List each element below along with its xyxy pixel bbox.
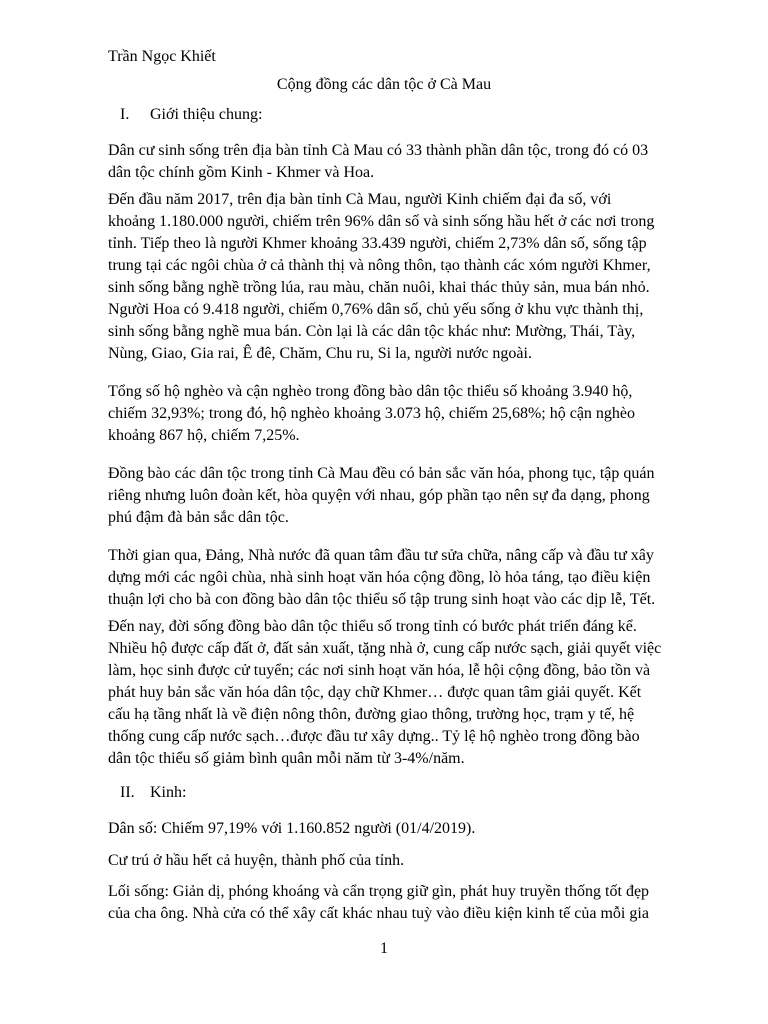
section-heading-intro (108, 104, 262, 126)
text-line: thuận lợi cho bà con đồng bào dân tộc thiểu số tập trung sinh hoạt vào các dịp lễ, Tết. (108, 591, 656, 608)
text-line: Đồng bào các dân tộc trong tỉnh Cà Mau đều có bản sắc văn hóa, phong tục, tập quán (108, 465, 655, 482)
text-line: dân tộc chính gồm Kinh - Khmer và Hoa. (108, 164, 375, 181)
page-number: 1 (380, 940, 388, 957)
text-line: tỉnh. Tiếp theo là người Khmer khoảng 33.439 người, chiếm 2,73% dân số, sống tập (108, 235, 647, 252)
text-line: Nùng, Giao, Gia rai, Ê đê, Chăm, Chu ru, Si la, người nước ngoài. (108, 345, 532, 362)
text-line: phú đậm đà bản sắc dân tộc. (108, 509, 289, 526)
text-line: trung tại các ngôi chùa ở cả thành thị và nông thôn, tạo thành các xóm người Khmer, (108, 257, 651, 274)
section-number: I. (120, 106, 130, 123)
paragraph-investment (108, 545, 728, 611)
text-line: phát huy bản sắc văn hóa dân tộc, dạy chữ Khmer… được quan tâm giải quyết. Kết (108, 684, 642, 701)
text-line: Thời gian qua, Đảng, Nhà nước đã quan tâm đầu tư sửa chữa, nâng cấp và đầu tư xây (108, 547, 654, 564)
paragraph-ethnic-overview (108, 140, 728, 184)
section-heading-kinh (108, 782, 186, 804)
paragraph-culture (108, 463, 728, 529)
text-line: khoảng 1.180.000 người, chiếm trên 96% dân số và sinh sống hầu hết ở các nơi trong (108, 213, 655, 230)
text-line: Người Hoa có 9.418 người, chiếm 0,76% dân số, chủ yếu sống ở khu vực thành thị, (108, 301, 644, 318)
section-label: Kinh: (150, 784, 187, 801)
paragraph-kinh-lifestyle (108, 881, 728, 925)
text-line: Lối sống: Giản dị, phóng khoáng và cẩn trọng giữ gìn, phát huy truyền thống tốt đẹp (108, 883, 650, 900)
document-title: Cộng đồng các dân tộc ở Cà Mau (276, 76, 492, 93)
text-line: chiếm 32,93%; trong đó, hộ nghèo khoảng 3.073 hộ, chiếm 25,68%; hộ cận nghèo (108, 405, 636, 422)
text-line: Đến đầu năm 2017, trên địa bàn tỉnh Cà Mau, người Kinh chiếm đại đa số, với (108, 191, 612, 208)
text-line: của cha ông. Nhà cửa có thể xây cất khác nhau tuỳ vào điều kiện kinh tế của mỗi gia (108, 905, 649, 922)
paragraph-poverty (108, 381, 728, 447)
text-line: dân tộc thiểu số giảm bình quân mỗi năm từ 3-4%/năm. (108, 750, 465, 767)
author-name: Trần Ngọc Khiết (108, 48, 216, 65)
text-line: làm, học sinh được cử tuyển; các nơi sinh hoạt văn hóa, lễ hội cộng đồng, bảo tồn và (108, 662, 651, 679)
paragraph-kinh-residence (108, 850, 728, 872)
text-line: sinh sống bằng nghề trồng lúa, rau màu, chăn nuôi, khai thác thủy sản, mua bán nhỏ. (108, 279, 650, 296)
text-line: thống cung cấp nước sạch…được đầu tư xây dựng.. Tỷ lệ hộ nghèo trong đồng bào (108, 728, 640, 745)
text-line: dựng mới các ngôi chùa, nhà sinh hoạt văn hóa cộng đồng, lò hỏa táng, tạo điều kiện (108, 569, 651, 586)
paragraph-population-2017 (108, 189, 728, 365)
section-label: Giới thiệu chung: (150, 106, 263, 123)
text-line: Tổng số hộ nghèo và cận nghèo trong đồng bào dân tộc thiểu số khoảng 3.940 hộ, (108, 383, 633, 400)
text-line: Dân số: Chiếm 97,19% với 1.160.852 người (01/4/2019). (108, 820, 476, 837)
text-line: Dân cư sinh sống trên địa bàn tỉnh Cà Mau có 33 thành phần dân tộc, trong đó có 03 (108, 142, 649, 159)
paragraph-development (108, 616, 728, 770)
paragraph-kinh-population (108, 818, 728, 840)
text-line: khoảng 867 hộ, chiếm 7,25%. (108, 427, 300, 444)
text-line: Nhiều hộ được cấp đất ở, đất sản xuất, tặng nhà ở, cung cấp nước sạch, giải quyết việc (108, 640, 662, 657)
text-line: Đến nay, đời sống đồng bào dân tộc thiểu số trong tỉnh có bước phát triển đáng kể. (108, 618, 637, 635)
text-line: riêng nhưng luôn đoàn kết, hòa quyện với nhau, góp phần tạo nên sự đa dạng, phong (108, 487, 650, 504)
section-number: II. (120, 784, 135, 801)
text-line: Cư trú ở hầu hết cả huyện, thành phố của tỉnh. (108, 852, 405, 869)
text-line: sinh sống bằng nghề mua bán. Còn lại là các dân tộc khác như: Mường, Thái, Tày, (108, 323, 636, 340)
text-line: cấu hạ tầng nhất là về điện nông thôn, đường giao thông, trường học, trạm y tế, hệ (108, 706, 635, 723)
